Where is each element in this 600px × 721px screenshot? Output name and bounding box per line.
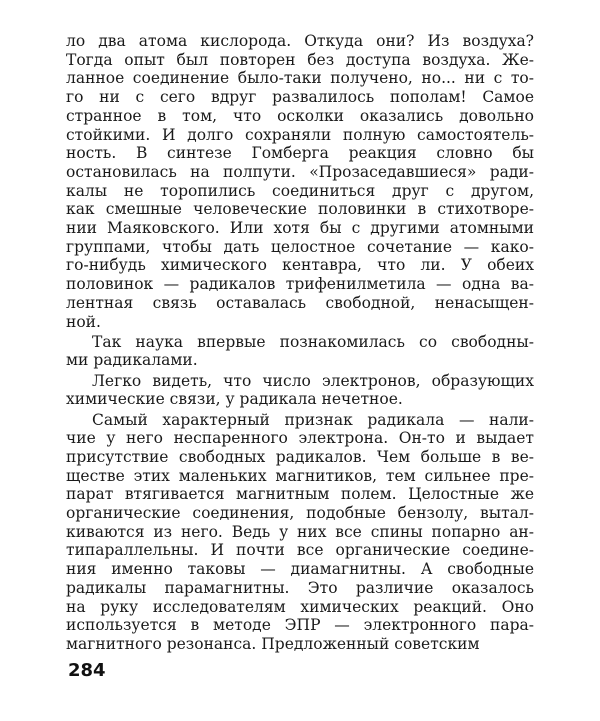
text-line: лентная связь оставалась свободной, ненасыщен- — [66, 293, 534, 312]
text-line: ной. — [66, 312, 101, 331]
book-page-text — [66, 32, 534, 655]
text-line: типараллельны. И почти все органические соедине- — [66, 541, 534, 560]
text-line: Так наука впервые познакомилась со свободны- — [92, 332, 534, 351]
text-line: парат втягивается магнитным полем. Целостные же — [66, 485, 534, 504]
text-line: го ни с сего вдруг развалилось пополам! Самое — [66, 88, 534, 107]
text-line: присутствие свободных радикалов. Чем больше в ве- — [66, 447, 534, 466]
text-line: Легко видеть, что число электронов, образующих — [92, 371, 534, 390]
text-line: чие у него неспаренного электрона. Он-то и выдает — [66, 429, 534, 448]
text-line: нии Маяковского. Или хотя бы с другими атомными — [66, 219, 534, 238]
text-line: химические связи, у радикала нечетное. — [66, 390, 403, 409]
paragraph — [66, 372, 534, 409]
text-line: ланное соединение было-таки получено, но... ни с то- — [66, 69, 534, 88]
paragraph — [66, 411, 534, 654]
text-line: группами, чтобы дать целостное сочетание — како- — [66, 237, 534, 256]
text-line: стойкими. И долго сохраняли полную самостоятель- — [66, 125, 534, 144]
text-line: ния именно таковы — диамагнитны. А свободные — [66, 560, 534, 579]
text-line: калы не торопились соединиться друг с другом, — [66, 181, 534, 200]
text-line: половинок — радикалов трифенилметила — одна ва- — [66, 275, 534, 294]
text-line: магнитного резонанса. Предложенный советским — [66, 635, 480, 653]
text-line: ми радикалами. — [66, 351, 198, 370]
paragraph — [66, 333, 534, 370]
text-line: используется в методе ЭПР — электронного пара- — [66, 616, 534, 635]
text-line: ществе этих маленьких магнитиков, тем сильнее пре- — [66, 466, 534, 485]
text-line: киваются из него. Ведь у них все спины попарно ан- — [66, 522, 534, 541]
text-line: остановилась на полпути. «Прозаседавшиеся» ради- — [66, 162, 534, 181]
page-number: 284 — [68, 660, 106, 681]
text-line: ло два атома кислорода. Откуда они? Из воздуха? — [66, 32, 534, 50]
text-line: Самый характерный признак радикала — нали- — [92, 410, 534, 429]
text-line: радикалы парамагнитны. Это различие оказалось — [66, 578, 534, 597]
text-line: как смешные человеческие половинки в стихотворе- — [66, 200, 534, 219]
paragraph — [66, 32, 534, 331]
text-line: органические соединения, подобные бензолу, вытал- — [66, 504, 534, 523]
text-line: странное в том, что осколки оказались довольно — [66, 106, 534, 125]
text-line: ность. В синтезе Гомберга реакция словно бы — [66, 144, 534, 163]
text-line: Тогда опыт был повторен без доступа воздуха. Же- — [66, 50, 534, 69]
text-line: на руку исследователям химических реакций. Оно — [66, 597, 534, 616]
text-line: го-нибудь химического кентавра, что ли. У обеих — [66, 256, 534, 275]
